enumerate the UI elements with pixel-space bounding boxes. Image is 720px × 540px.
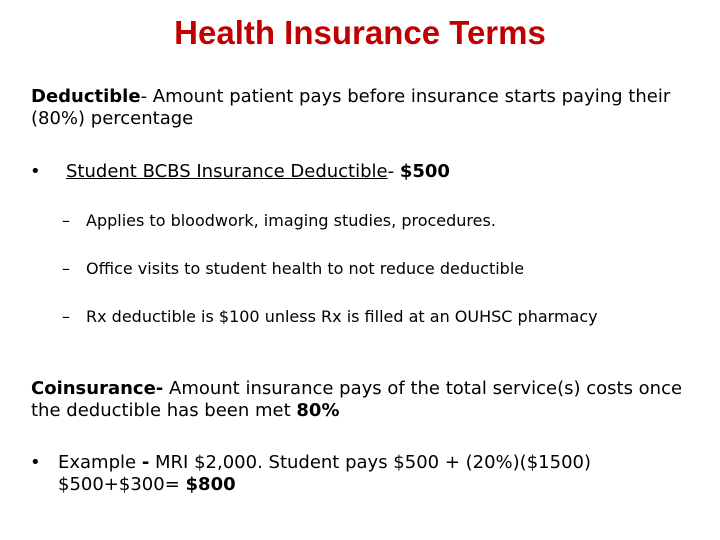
sub-item-bloodwork — [62, 211, 496, 231]
slide-title: Health Insurance Terms — [174, 14, 546, 51]
deductible-bullet-value: $500 — [399, 161, 450, 182]
deductible-bullet-sep: - — [387, 161, 400, 182]
deductible-term: Deductible — [31, 86, 141, 107]
example-total-value: $800 — [185, 474, 236, 495]
dash-icon: – — [62, 259, 70, 278]
coinsurance-definition — [31, 378, 691, 422]
example-line-2 — [58, 474, 236, 496]
example-bullet — [0, 452, 720, 500]
example-label: Example — [58, 452, 142, 473]
deductible-definition-text: - Amount patient pays before insurance starts paying their (80%) percentage — [31, 86, 671, 129]
example-dash: - — [141, 452, 150, 473]
example-total-label: $500+$300= — [58, 474, 186, 495]
bullet-icon: • — [30, 161, 41, 182]
sub-item-office-visits — [62, 259, 524, 279]
example-calculation: MRI $2,000. Student pays $500 + (20%)($1500) — [149, 452, 591, 473]
bullet-icon: • — [30, 452, 41, 473]
sub-item-rx-deductible — [62, 307, 598, 327]
deductible-bullet — [0, 161, 720, 185]
dash-icon: – — [62, 211, 70, 230]
dash-icon: – — [62, 307, 70, 326]
sub-item-text: Applies to bloodwork, imaging studies, procedures. — [86, 211, 496, 230]
coinsurance-term: Coinsurance- — [31, 378, 164, 399]
coinsurance-definition-text: Amount insurance pays of the total service(s) costs once the deductible has been met — [31, 378, 683, 421]
sub-item-text: Office visits to student health to not reduce deductible — [86, 259, 525, 278]
deductible-bullet-label: Student BCBS Insurance Deductible — [66, 161, 388, 182]
sub-item-text: Rx deductible is $100 unless Rx is filled at an OUHSC pharmacy — [86, 307, 598, 326]
example-line-1 — [58, 452, 591, 474]
coinsurance-value: 80% — [296, 400, 340, 421]
deductible-definition — [31, 86, 701, 130]
